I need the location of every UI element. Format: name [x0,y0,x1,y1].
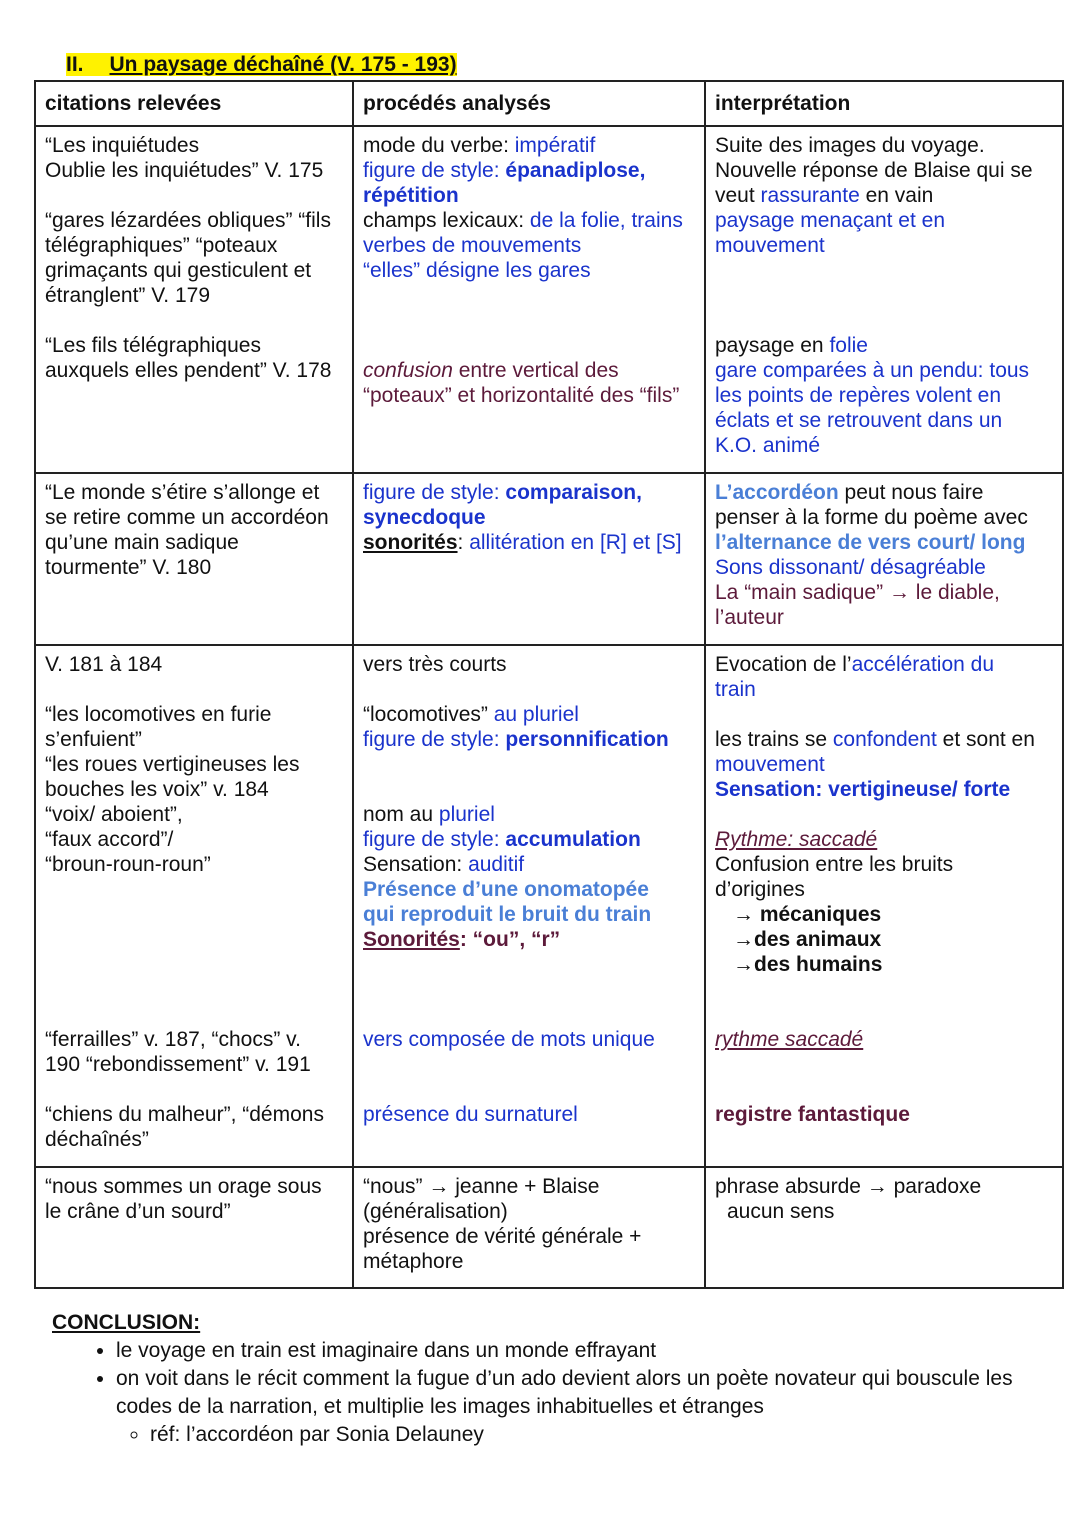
procede-line: “poteaux” et horizontalité des “fils” [363,384,680,407]
interpretation-cell [705,645,1063,1167]
interpretation-line: Confusion entre les bruits [715,853,954,876]
citation-line: tourmente” V. 180 [45,556,212,579]
procede-line: (généralisation) [363,1200,508,1223]
citation-line: se retire comme un accordéon [45,506,329,529]
citation-line: “les locomotives en furie [45,703,272,726]
interpretation-line: → mécaniques [733,903,882,926]
procede-line: qui reproduit le bruit du train [363,903,652,926]
interpretation-line: Sensation: vertigineuse/ forte [715,778,1011,801]
procede-line: Sonorités: “ou”, “r” [363,928,561,951]
procede-line: répétition [363,184,459,207]
interpretation-line: gare comparées à un pendu: tous [715,359,1030,382]
conclusion-list [52,1337,1042,1449]
procede-line: “locomotives” au pluriel [363,703,579,726]
procede-line: “nous” → jeanne + Blaise [363,1175,600,1198]
procedes-cell [353,473,705,645]
interpretation-line: penser à la forme du poème avec [715,506,1028,529]
list-item: • on voit dans le récit comment la fugue d’un ado devient alors un poète novateur qui bouscule les codes de la narration, et multiplie les images inhabituelles et étranges ◦ réf: l’accordéon par Sonia Delauney [116,1365,1042,1449]
procede-line: verbes de mouvements [363,234,582,257]
section-heading [66,52,457,77]
header-interpretation: interprétation [705,81,1063,126]
procede-line: “elles” désigne les gares [363,259,591,282]
procede-line: vers composée de mots unique [363,1028,655,1051]
citation-line: 190 “rebondissement” v. 191 [45,1053,311,1076]
procede-line: confusion entre vertical des [363,359,619,382]
interpretation-line: mouvement [715,753,825,776]
citations-cell [35,473,353,645]
interpretation-line: veut rassurante en vain [715,184,934,207]
interpretation-cell [705,1167,1063,1288]
conclusion-sublist [116,1421,1042,1449]
list-item: • le voyage en train est imaginaire dans un monde effrayant [116,1337,1042,1365]
interpretation-line: aucun sens [727,1200,835,1223]
citations-cell [35,126,353,473]
citations-cell [35,645,353,1167]
citation-line: “gares lézardées obliques” “fils [45,209,331,232]
procede-line: vers très courts [363,653,507,676]
procede-line: figure de style: épanadiplose, [363,159,646,182]
interpretation-line: Rythme: saccadé [715,828,878,851]
citations-cell [35,1167,353,1288]
interpretation-line: Suite des images du voyage. [715,134,985,157]
interpretation-line: L’accordéon peut nous faire [715,481,984,504]
header-procedes: procédés analysés [353,81,705,126]
procede-line: figure de style: accumulation [363,828,641,851]
interpretation-line: les points de repères volent en [715,384,1002,407]
citation-line: étranglent” V. 179 [45,284,211,307]
table-row [35,473,1063,645]
procede-line: sonorités: allitération en [R] et [S] [363,531,682,554]
citation-line: “voix/ aboient”, [45,803,183,826]
citation-line: “Les inquiétudes [45,134,200,157]
header-citations: citations relevées [35,81,353,126]
citation-line: “Le monde s’étire s’allonge et [45,481,320,504]
procede-line: figure de style: personnification [363,728,669,751]
procedes-cell [353,645,705,1167]
table-header-row [35,81,1063,126]
citation-line: qu’une main sadique [45,531,239,554]
interpretation-line: l’auteur [715,606,784,629]
citation-line: “broun-roun-roun” [45,853,211,876]
citation-line: s’enfuient” [45,728,142,751]
procede-line: métaphore [363,1250,464,1273]
procede-line: champs lexicaux: de la folie, trains [363,209,683,232]
citation-line: “nous sommes un orage sous [45,1175,322,1198]
interpretation-line: paysage menaçant et en [715,209,945,232]
conclusion [52,1309,1042,1449]
citation-line: “chiens du malheur”, “démons [45,1103,324,1126]
interpretation-line: train [715,678,756,701]
interpretation-line: Nouvelle réponse de Blaise qui se [715,159,1033,182]
procede-line: figure de style: comparaison, [363,481,642,504]
procede-line: nom au pluriel [363,803,495,826]
interpretation-line: →des animaux [733,928,882,951]
citation-line: le crâne d’un sourd” [45,1200,231,1223]
interpretation-line: Sons dissonant/ désagréable [715,556,986,579]
interpretation-line: phrase absurde → paradoxe [715,1175,982,1198]
citation-line: télégraphiques” “poteaux [45,234,278,257]
procedes-cell [353,126,705,473]
section-title: Un paysage déchaîné (V. 175 - 193) [109,53,457,76]
conclusion-title: CONCLUSION: [52,1311,201,1334]
citation-line: bouches les voix” v. 184 [45,778,269,801]
interpretation-line: rythme saccadé [715,1028,864,1051]
interpretation-line: d’origines [715,878,805,901]
interpretation-line: mouvement [715,234,825,257]
procede-line: mode du verbe: impératif [363,134,596,157]
table-row [35,645,1063,1167]
procede-line: Sensation: auditif [363,853,525,876]
interpretation-line: →des humains [733,953,883,976]
interpretation-line: les trains se confondent et sont en [715,728,1035,751]
interpretation-cell [705,126,1063,473]
interpretation-line: K.O. animé [715,434,821,457]
section-number: II. [66,53,84,76]
procede-line: synecdoque [363,506,486,529]
citation-line: “ferrailles” v. 187, “chocs” v. [45,1028,301,1051]
procede-line: Présence d’une onomatopée [363,878,649,901]
interpretation-line: l’alternance de vers court/ long [715,531,1026,554]
citation-line: “Les fils télégraphiques [45,334,261,357]
interpretation-line: La “main sadique” → le diable, [715,581,1000,604]
citation-line: V. 181 à 184 [45,653,163,676]
citation-line: Oublie les inquiétudes” V. 175 [45,159,324,182]
citation-line: déchaînés” [45,1128,149,1151]
procede-line: présence de vérité générale + [363,1225,642,1248]
citation-line: auxquels elles pendent” V. 178 [45,359,332,382]
list-item: ◦ réf: l’accordéon par Sonia Delauney [150,1421,1042,1449]
interpretation-line: Evocation de l’accélération du [715,653,995,676]
interpretation-line: paysage en folie [715,334,868,357]
interpretation-cell [705,473,1063,645]
citation-line: grimaçants qui gesticulent et [45,259,312,282]
table-row [35,126,1063,473]
interpretation-line: éclats et se retrouvent dans un [715,409,1003,432]
citation-line: “les roues vertigineuses les [45,753,300,776]
citation-line: “faux accord”/ [45,828,174,851]
analysis-table [34,80,1064,1289]
table-row [35,1167,1063,1288]
procede-line: présence du surnaturel [363,1103,578,1126]
procedes-cell [353,1167,705,1288]
interpretation-line: registre fantastique [715,1103,910,1126]
